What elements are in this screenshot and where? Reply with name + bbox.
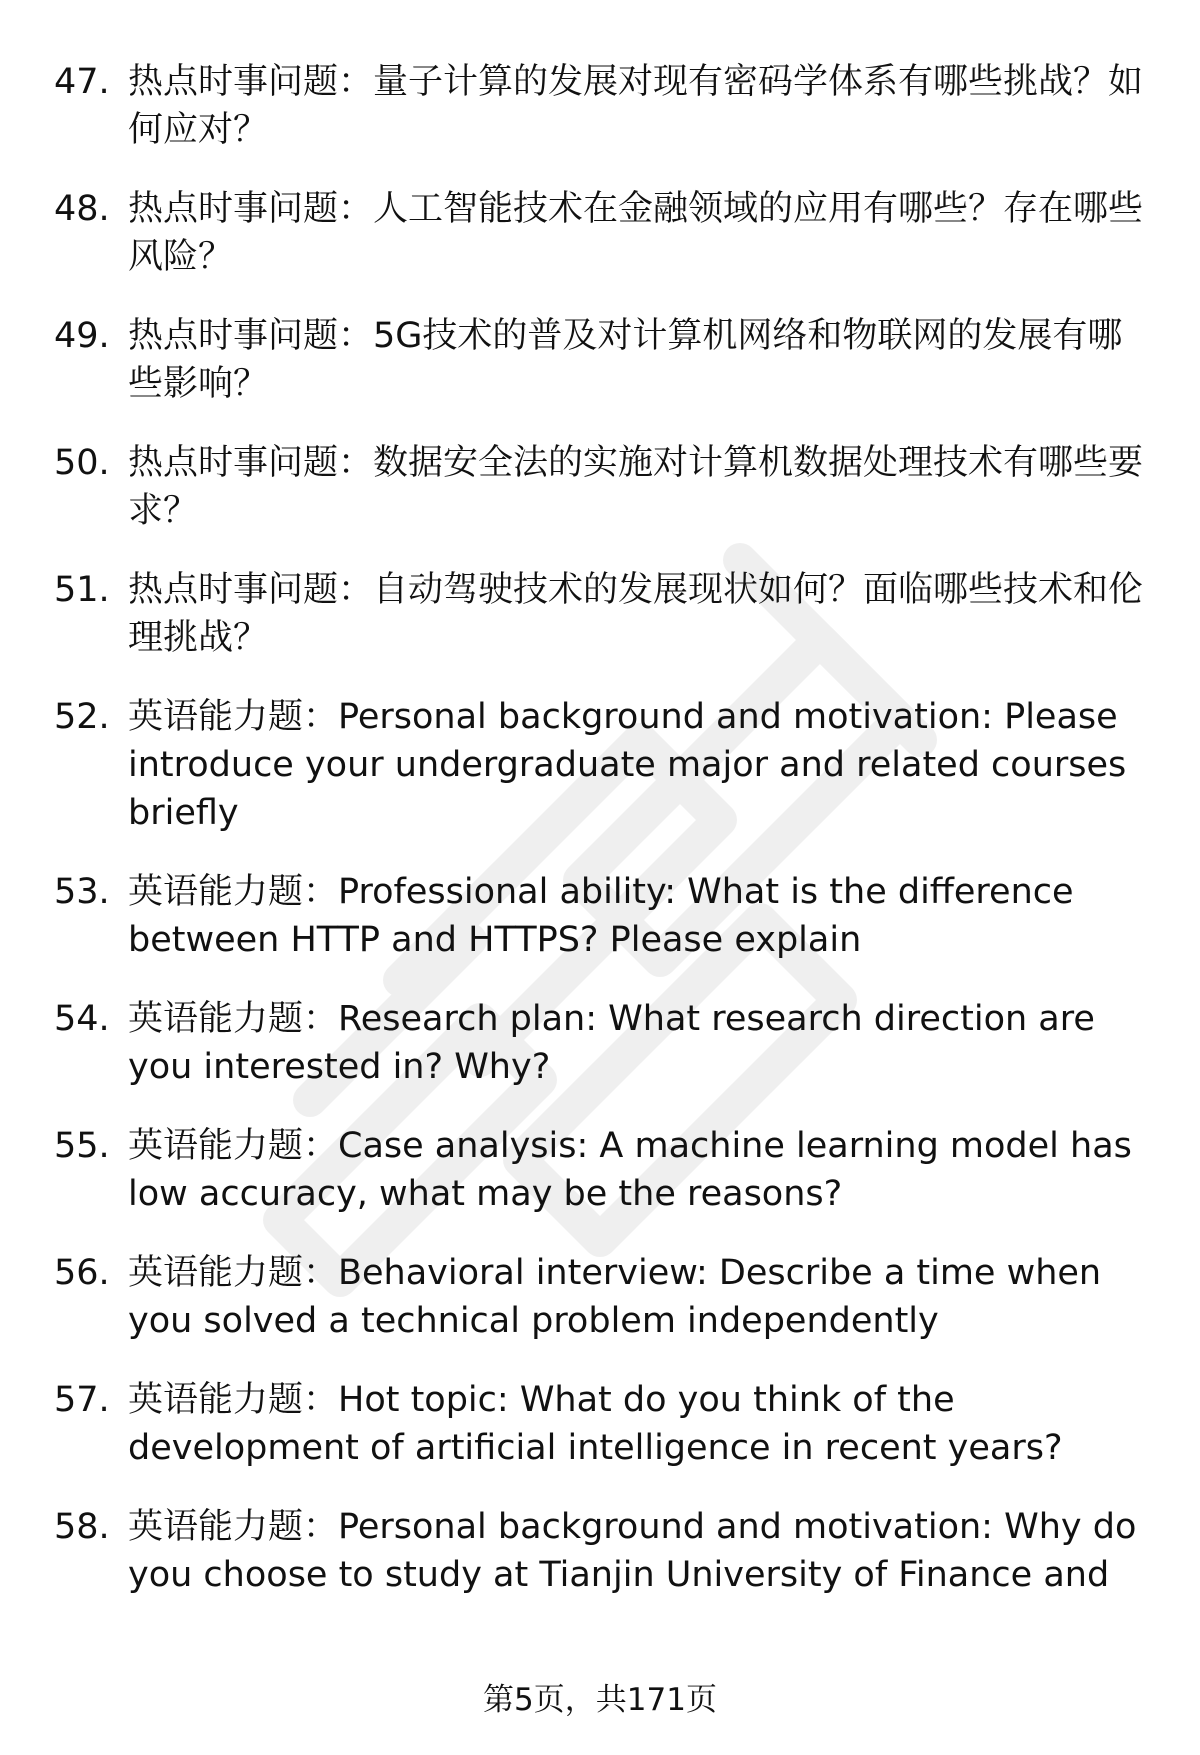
question-item bbox=[54, 868, 1154, 964]
question-item bbox=[54, 1249, 1154, 1345]
question-item bbox=[54, 693, 1154, 837]
question-item bbox=[54, 1122, 1154, 1218]
question-number: 54. bbox=[54, 999, 110, 1039]
question-number: 49. bbox=[54, 316, 110, 356]
question-text: 英语能力题：Hot topic: What do you think of the development of artificial intelligence in recent years? bbox=[128, 1380, 1063, 1468]
question-text: 英语能力题：Case analysis: A machine learning model has low accuracy, what may be the reasons? bbox=[128, 1126, 1132, 1214]
question-item bbox=[54, 566, 1154, 662]
question-list bbox=[54, 58, 1154, 1630]
page-indicator: 第5页，共171页 bbox=[483, 1682, 717, 1718]
question-number: 48. bbox=[54, 189, 110, 229]
question-number: 57. bbox=[54, 1380, 110, 1420]
question-text: 热点时事问题：人工智能技术在金融领域的应用有哪些？存在哪些风险？ bbox=[128, 189, 1144, 277]
question-item bbox=[54, 312, 1154, 408]
question-number: 52. bbox=[54, 697, 110, 737]
question-number: 58. bbox=[54, 1507, 110, 1547]
question-text: 热点时事问题：数据安全法的实施对计算机数据处理技术有哪些要求？ bbox=[128, 443, 1144, 531]
question-item bbox=[54, 58, 1154, 154]
question-text: 英语能力题：Personal background and motivation: Please introduce your undergraduate major and related courses briefly bbox=[128, 697, 1127, 833]
question-number: 47. bbox=[54, 62, 110, 102]
question-number: 53. bbox=[54, 872, 110, 912]
question-item bbox=[54, 185, 1154, 281]
question-text: 热点时事问题：5G技术的普及对计算机网络和物联网的发展有哪些影响？ bbox=[128, 316, 1123, 404]
question-number: 55. bbox=[54, 1126, 110, 1166]
question-item bbox=[54, 995, 1154, 1091]
question-item bbox=[54, 1503, 1154, 1599]
question-number: 50. bbox=[54, 443, 110, 483]
question-text: 热点时事问题：量子计算的发展对现有密码学体系有哪些挑战？如何应对？ bbox=[128, 62, 1144, 150]
question-text: 英语能力题：Research plan: What research direction are you interested in? Why? bbox=[128, 999, 1095, 1087]
question-number: 51. bbox=[54, 570, 110, 610]
question-text: 热点时事问题：自动驾驶技术的发展现状如何？面临哪些技术和伦理挑战？ bbox=[128, 570, 1144, 658]
question-text: 英语能力题：Professional ability: What is the difference between HTTP and HTTPS? Please explain bbox=[128, 872, 1074, 960]
question-text: 英语能力题：Personal background and motivation: Why do you choose to study at Tianjin University of Finance and bbox=[128, 1507, 1137, 1595]
question-item bbox=[54, 1376, 1154, 1472]
question-number: 56. bbox=[54, 1253, 110, 1293]
question-item bbox=[54, 439, 1154, 535]
question-text: 英语能力题：Behavioral interview: Describe a time when you solved a technical problem independently bbox=[128, 1253, 1102, 1341]
